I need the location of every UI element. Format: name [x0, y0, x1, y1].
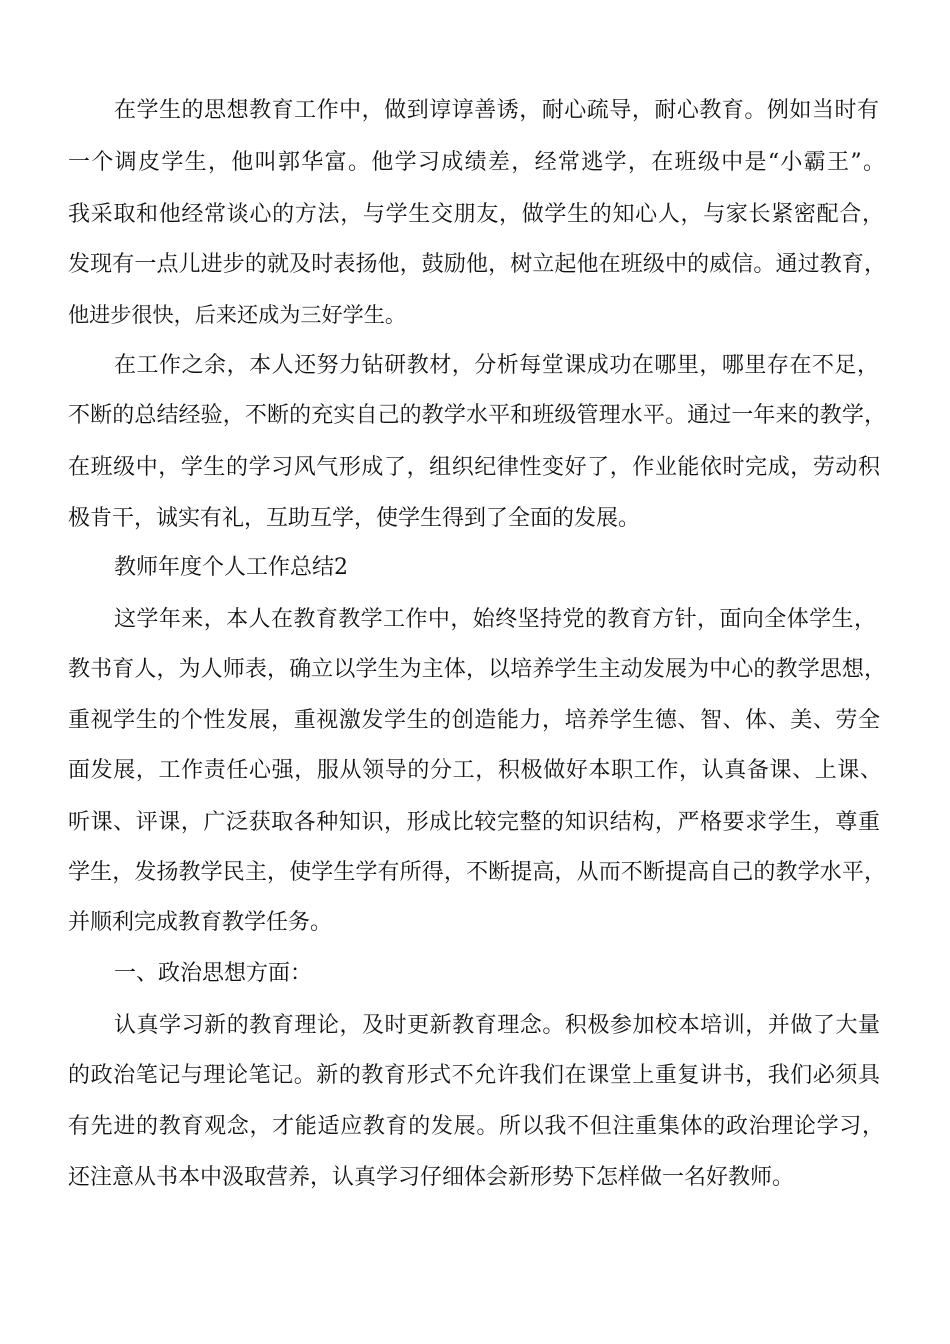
text-line: 在学生的思想教育工作中，做到谆谆善诱，耐心疏导，耐心教育。例如当时有 — [114, 98, 879, 123]
text-line: 在工作之余，本人还努力钻研教材，分析每堂课成功在哪里，哪里存在不足， — [114, 353, 879, 378]
text-line: 有先进的教育观念，才能适应教育的发展。所以我不但注重集体的政治理论学习， — [68, 1114, 884, 1139]
text-line: 教书育人，为人师表，确立以学生为主体，以培养学生主动发展为中心的教学思想， — [68, 657, 886, 682]
text-line: 并顺利完成教育教学任务。 — [68, 910, 333, 935]
section-heading: 教师年度个人工作总结2 — [114, 555, 348, 580]
text-line: 还注意从书本中汲取营养，认真学习仔细体会新形势下怎样做一名好教师。 — [68, 1165, 795, 1190]
text-line: 学生，发扬教学民主，使学生学有所得，不断提高，从而不断提高自己的教学水平， — [68, 860, 886, 885]
text-line: 听课、评课，广泛获取各种知识，形成比较完整的知识结构，严格要求学生，尊重 — [68, 810, 880, 835]
text-line: 极肯干，诚实有礼，互助互学，使学生得到了全面的发展。 — [68, 506, 641, 531]
text-line: 认真学习新的教育理论，及时更新教育理念。积极参加校本培训，并做了大量 — [114, 1013, 880, 1038]
text-line: 不断的总结经验，不断的充实自己的教学水平和班级管理水平。通过一年来的教学， — [68, 403, 886, 428]
text-line: 在班级中，学生的学习风气形成了，组织纪律性变好了，作业能依时完成，劳动积 — [68, 455, 880, 480]
text-line: 这学年来，本人在教育教学工作中，始终坚持党的教育方针，面向全体学生， — [114, 607, 876, 632]
text-line: 面发展，工作责任心强，服从领导的分工，积极做好本职工作，认真备课、上课、 — [68, 758, 882, 783]
text-line: 重视学生的个性发展，重视激发学生的创造能力，培养学生德、智、体、美、劳全 — [68, 708, 880, 733]
text-line: 的政治笔记与理论笔记。新的教育形式不允许我们在课堂上重复讲书，我们必须具 — [68, 1063, 880, 1088]
text-line: 我采取和他经常谈心的方法，与学生交朋友，做学生的知心人，与家长紧密配合， — [68, 202, 884, 227]
text-line: 发现有一点儿进步的就及时表扬他，鼓励他，树立起他在班级中的威信。通过教育， — [68, 252, 886, 277]
section-heading: 一、政治思想方面： — [114, 961, 313, 986]
text-line: 一个调皮学生，他叫郭华富。他学习成绩差，经常逃学，在班级中是“小霸王”。 — [68, 150, 885, 175]
text-line: 他进步很快，后来还成为三好学生。 — [68, 302, 407, 327]
